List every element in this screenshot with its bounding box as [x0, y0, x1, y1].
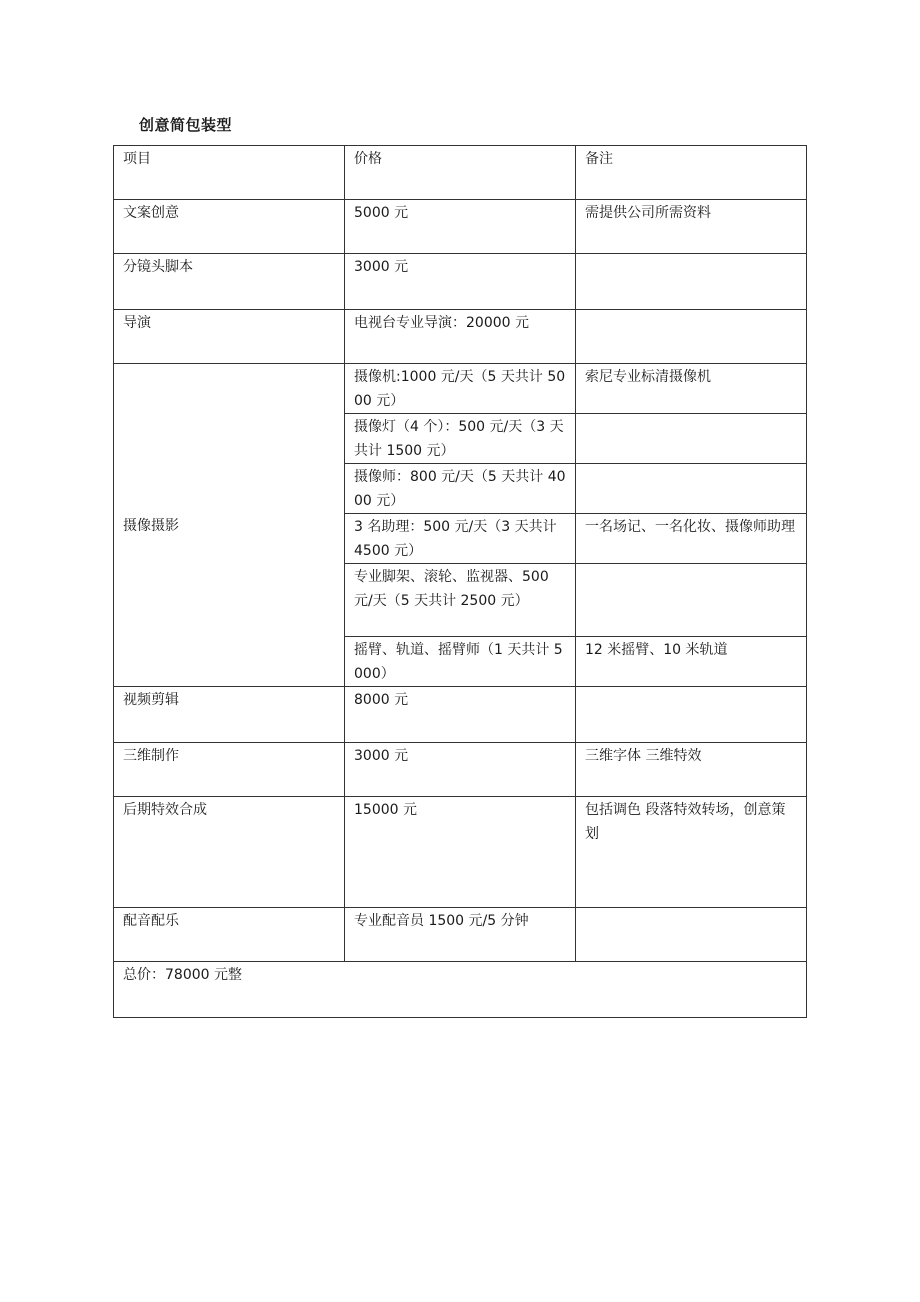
- row-note: 需提供公司所需资料: [576, 200, 807, 254]
- table-header-row: [114, 146, 807, 200]
- row-item: 导演: [114, 310, 345, 364]
- row-item: 配音配乐: [114, 908, 345, 962]
- total-price: 总价：78000 元整: [114, 962, 807, 1018]
- table-row: [114, 254, 807, 310]
- row-item: 后期特效合成: [114, 797, 345, 908]
- row-item: 三维制作: [114, 743, 345, 797]
- header-item: 项目: [114, 146, 345, 200]
- table-row: [114, 310, 807, 364]
- table-row: [114, 908, 807, 962]
- row-price: 5000 元: [345, 200, 576, 254]
- row-note: [576, 687, 807, 743]
- row-price: 3 名助理：500 元/天（3 天共计 4500 元）: [345, 514, 576, 564]
- row-price: 摄像机:1000 元/天（5 天共计 5000 元）: [345, 364, 576, 414]
- row-item: 分镜头脚本: [114, 254, 345, 310]
- row-note: [576, 564, 807, 637]
- row-price: 15000 元: [345, 797, 576, 908]
- row-price: 8000 元: [345, 687, 576, 743]
- row-note: [576, 908, 807, 962]
- row-price: 电视台专业导演：20000 元: [345, 310, 576, 364]
- row-item: 视频剪辑: [114, 687, 345, 743]
- row-note: [576, 464, 807, 514]
- row-note: 索尼专业标清摄像机: [576, 364, 807, 414]
- row-note: 包括调色 段落特效转场，创意策划: [576, 797, 807, 908]
- row-price: 专业配音员 1500 元/5 分钟: [345, 908, 576, 962]
- header-note: 备注: [576, 146, 807, 200]
- document-title: 创意简包装型: [139, 116, 233, 134]
- row-price: 摄像灯（4 个）：500 元/天（3 天共计 1500 元）: [345, 414, 576, 464]
- row-note: 12 米摇臂、10 米轨道: [576, 637, 807, 687]
- total-row: [114, 962, 807, 1018]
- row-price: 摄像师：800 元/天（5 天共计 4000 元）: [345, 464, 576, 514]
- table-row: [114, 743, 807, 797]
- row-note: [576, 310, 807, 364]
- row-price: 摇臂、轨道、摇臂师（1 天共计 5000）: [345, 637, 576, 687]
- row-note: [576, 414, 807, 464]
- table-row: [114, 797, 807, 908]
- row-price: 3000 元: [345, 254, 576, 310]
- row-price: 3000 元: [345, 743, 576, 797]
- header-price: 价格: [345, 146, 576, 200]
- table-row: [114, 364, 807, 414]
- row-item: 文案创意: [114, 200, 345, 254]
- row-note: [576, 254, 807, 310]
- row-item-merged: 摄像摄影: [114, 364, 345, 687]
- table-row: [114, 687, 807, 743]
- row-price: 专业脚架、滚轮、监视器、500 元/天（5 天共计 2500 元）: [345, 564, 576, 637]
- table-row: [114, 200, 807, 254]
- quote-table: [113, 145, 807, 1018]
- row-note: 三维字体 三维特效: [576, 743, 807, 797]
- row-note: 一名场记、一名化妆、摄像师助理: [576, 514, 807, 564]
